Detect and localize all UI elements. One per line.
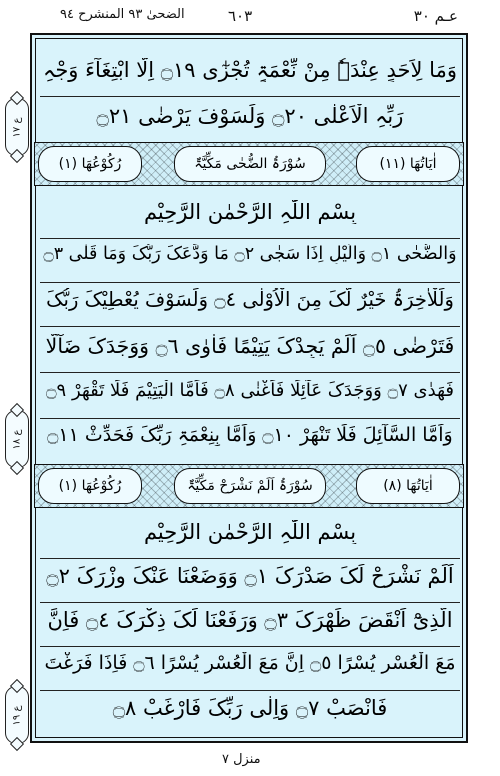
surah-banner-inshirah [34, 464, 464, 508]
verse-line: وَاَمَّا السَّآئِلَ فَلَا تَنْھَرْ ۝١٠ وَاَمَّا بِنِعْمَۃِ رَبِّکَ فَحَدِّثْ ۝١١ [47, 424, 453, 446]
surah-header: الضحیٰ ٩٣ المنشرح ٩٤ [60, 7, 185, 22]
banner-surah-title: سُوْرَۃُ الضُّحٰی مَکِّیَّۃٌ [174, 146, 326, 182]
surah-banner-duha [34, 142, 464, 186]
banner-ayat-count: اٰیَاتُھَا (٨) [356, 468, 460, 504]
page-number: ٦٠٣ [228, 7, 253, 25]
manzil-footer: منزل ٧ [222, 752, 261, 767]
ruku-marker: ع ١٨ [5, 410, 29, 468]
banner-surah-title: سُوْرَۃُ اَلَمْ نَشْرَحْ مَکِّیَّۃٌ [174, 468, 326, 504]
verse-line: مَعَ الْعُسْرِ یُسْرًا ۝٥ اِنَّ مَعَ الْعُسْرِ یُسْرًا ۝٦ فَاِذَا فَرَغْتَ [44, 652, 456, 674]
verse-line: فَھَدٰی ۝٧ وَوَجَدَکَ عَآئِلًا فَاَغْنٰی ۝٨ فَاَمَّا الْیَتِیْمَ فَلَا تَقْھَرْ ۝٩ [46, 380, 454, 401]
verse-line: فَانْصَبْ ۝٧ وَاِلٰی رَبِّکَ فَارْغَبْ ۝٨ [112, 696, 388, 720]
verse-line: وَمَا لِاَحَدٍ عِنْدَہٗ مِنْ نِّعْمَۃٍ تُجْزٰٓی ۝١٩ اِلَّا ابْتِغَآءَ وَجْہِ [43, 58, 457, 82]
banner-ruku-count: رُکُوْعُھَا (١) [38, 468, 142, 504]
verse-line: الَّذِیْٓ اَنْقَضَ ظَھْرَکَ ۝٣ وَرَفَعْنَا لَکَ ذِکْرَکَ ۝٤ فَاِنَّ [47, 608, 453, 632]
bismillah-line: بِسْمِ اللّٰہِ الرَّحْمٰنِ الرَّحِیْمِ [143, 200, 357, 224]
ruku-marker: ع ١٩ [5, 686, 29, 744]
juz-label: عـم ٣٠ [413, 7, 458, 25]
banner-ruku-count: رُکُوْعُھَا (١) [38, 146, 142, 182]
verse-line: وَلَلْاٰخِرَۃُ خَیْرٌ لَّکَ مِنَ الْاُوْلٰی ۝٤ وَلَسَوْفَ یُعْطِیْکَ رَبُّکَ [46, 288, 454, 311]
verse-line: اَلَمْ نَشْرَحْ لَکَ صَدْرَکَ ۝١ وَوَضَعْنَا عَنْکَ وِزْرَکَ ۝٢ [46, 564, 454, 588]
banner-ayat-count: اٰیَاتُھَا (١١) [356, 146, 460, 182]
verse-line: رَبِّہِ الْاَعْلٰی ۝٢٠ وَلَسَوْفَ یَرْضٰی ۝٢١ [96, 104, 404, 128]
verse-line: وَالضُّحٰی ۝١ وَالَّیْلِ اِذَا سَجٰی ۝٢ مَا وَدَّعَکَ رَبُّکَ وَمَا قَلٰی ۝٣ [43, 244, 457, 264]
bismillah-line: بِسْمِ اللّٰہِ الرَّحْمٰنِ الرَّحِیْمِ [143, 520, 357, 544]
verse-line: فَتَرْضٰی ۝٥ اَلَمْ یَجِدْکَ یَتِیْمًا فَاٰوٰی ۝٦ وَوَجَدَکَ ضَآلًّا [45, 334, 455, 358]
ruku-marker: ع ١٧ [5, 98, 29, 156]
